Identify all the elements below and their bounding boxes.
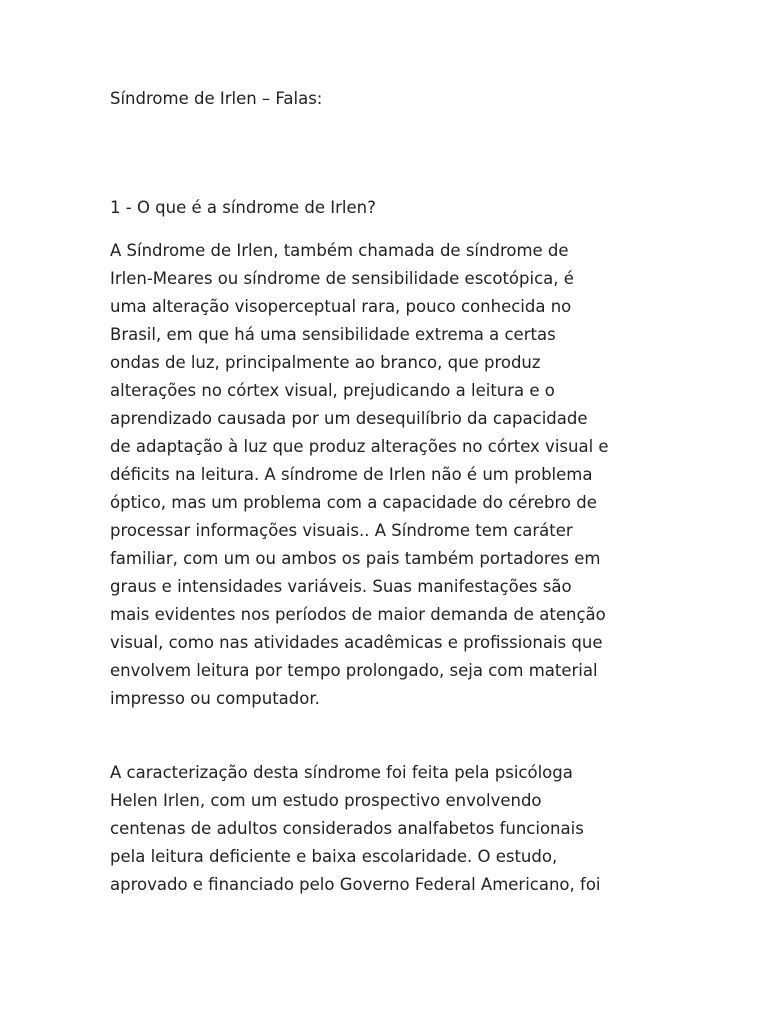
- text-line: pela leitura deficiente e baixa escolaridade. O estudo,: [110, 847, 558, 866]
- text-line: déficits na leitura. A síndrome de Irlen não é um problema: [110, 465, 593, 484]
- text-line: envolvem leitura por tempo prolongado, seja com material: [110, 661, 598, 680]
- text-line: alterações no córtex visual, prejudicando a leitura e o: [110, 381, 555, 400]
- question-heading: 1 - O que é a síndrome de Irlen?: [110, 198, 376, 217]
- text-line: centenas de adultos considerados analfabetos funcionais: [110, 819, 584, 838]
- text-line: ondas de luz, principalmente ao branco, que produz: [110, 353, 541, 372]
- text-line: aprendizado causada por um desequilíbrio da capacidade: [110, 409, 588, 428]
- text-line: visual, como nas atividades acadêmicas e profissionais que: [110, 633, 603, 652]
- text-line: A caracterização desta síndrome foi feita pela psicóloga: [110, 763, 573, 782]
- text-line: impresso ou computador.: [110, 689, 320, 708]
- text-line: mais evidentes nos períodos de maior demanda de atenção: [110, 605, 606, 624]
- document-title: Síndrome de Irlen – Falas:: [110, 89, 323, 108]
- text-line: A Síndrome de Irlen, também chamada de síndrome de: [110, 241, 569, 260]
- text-line: graus e intensidades variáveis. Suas manifestações são: [110, 577, 572, 596]
- text-line: processar informações visuais.. A Síndrome tem caráter: [110, 521, 573, 540]
- text-line: familiar, com um ou ambos os pais também portadores em: [110, 549, 601, 568]
- text-line: aprovado e financiado pelo Governo Federal Americano, foi: [110, 875, 601, 894]
- text-line: Helen Irlen, com um estudo prospectivo envolvendo: [110, 791, 542, 810]
- text-line: de adaptação à luz que produz alterações no córtex visual e: [110, 437, 609, 456]
- paragraph-1: [110, 237, 609, 713]
- text-line: Brasil, em que há uma sensibilidade extrema a certas: [110, 325, 556, 344]
- paragraph-2: [110, 759, 601, 899]
- text-line: óptico, mas um problema com a capacidade do cérebro de: [110, 493, 597, 512]
- text-line: uma alteração visoperceptual rara, pouco conhecida no: [110, 297, 572, 316]
- text-line: Irlen-Meares ou síndrome de sensibilidade escotópica, é: [110, 269, 574, 288]
